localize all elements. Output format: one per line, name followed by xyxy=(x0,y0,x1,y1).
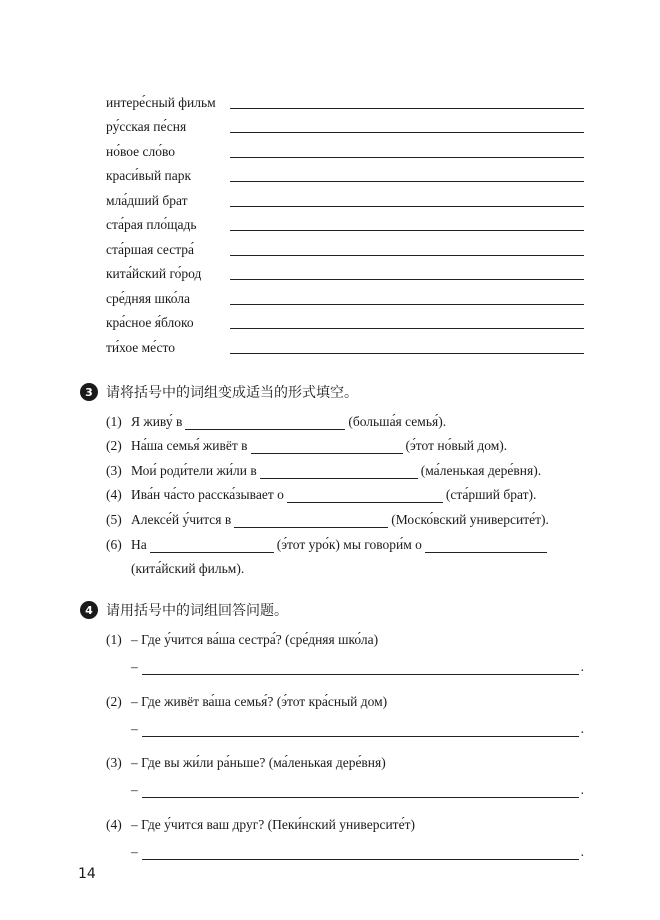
phrase-text: ти́хое ме́сто xyxy=(106,339,175,355)
phrase-text: кита́йский го́род xyxy=(106,266,202,281)
phrase-row xyxy=(106,335,584,360)
section-4-header xyxy=(80,600,288,620)
answer-row xyxy=(131,782,584,798)
question-text: – Где у́чится ваш друг? (Пеки́нский университе́т) xyxy=(131,816,415,832)
item-number: (1) xyxy=(106,413,122,429)
phrase-row xyxy=(106,311,584,336)
answer-line[interactable] xyxy=(142,785,579,798)
item-text-continuation: (кита́йский фильм). xyxy=(131,561,245,577)
item-text-after: (э́тот но́вый дом). xyxy=(405,438,508,454)
answer-line[interactable] xyxy=(230,181,584,182)
question-line xyxy=(106,817,415,833)
item-number: (3) xyxy=(106,755,122,770)
section-title: 请将括号中的词组变成适当的形式填空。 xyxy=(106,385,358,401)
exercise-item xyxy=(106,479,586,504)
question-line xyxy=(106,755,386,771)
item-number: (2) xyxy=(106,693,122,709)
fill-blank[interactable] xyxy=(260,466,418,479)
answer-line[interactable] xyxy=(230,255,584,256)
answer-dash: – xyxy=(131,843,138,859)
answer-line[interactable] xyxy=(230,230,584,231)
fill-blank[interactable] xyxy=(150,540,274,553)
item-text-before: На xyxy=(131,536,147,552)
answer-row xyxy=(131,844,584,860)
answer-end: . xyxy=(580,720,584,736)
fill-blank[interactable] xyxy=(425,540,547,553)
item-text-before: Ива́н ча́сто расска́зывает о xyxy=(131,487,284,503)
fill-blank[interactable] xyxy=(234,515,388,528)
phrase-row xyxy=(106,139,584,164)
section-number-badge: 3 xyxy=(80,383,98,401)
answer-end: . xyxy=(580,843,584,859)
phrase-row xyxy=(106,115,584,140)
phrase-text: ру́сская пе́сня xyxy=(106,119,187,134)
exercise-item xyxy=(106,430,586,455)
phrase-list xyxy=(106,90,584,360)
section-3-header xyxy=(80,382,358,402)
exercise-item xyxy=(106,503,586,528)
item-text-middle: (э́тот уро́к) мы говори́м о xyxy=(276,536,422,552)
item-number: (5) xyxy=(106,511,122,527)
phrase-row xyxy=(106,262,584,287)
phrase-text: но́вое сло́во xyxy=(106,143,176,159)
fill-blank[interactable] xyxy=(185,417,345,430)
phrase-row xyxy=(106,286,584,311)
answer-line[interactable] xyxy=(230,328,584,329)
item-text-after: (больша́я семья́). xyxy=(348,413,447,429)
exercise-item xyxy=(106,405,586,430)
item-text-after: (ма́ленькая дере́вня). xyxy=(420,462,542,478)
answer-end: . xyxy=(580,659,584,674)
phrase-text: краси́вый парк xyxy=(106,168,192,183)
phrase-text: ста́ршая сестра́ xyxy=(106,241,195,257)
answer-dash: – xyxy=(131,782,138,797)
answer-line[interactable] xyxy=(230,108,584,109)
question-block xyxy=(106,817,584,879)
phrase-row xyxy=(106,164,584,189)
question-line xyxy=(106,632,378,648)
phrase-text: интере́сный фильм xyxy=(106,94,216,110)
answer-line[interactable] xyxy=(230,132,584,133)
exercise-item xyxy=(106,528,586,553)
question-text: – Где у́чится ва́ша сестра́? (сре́дняя шко́ла) xyxy=(131,632,379,647)
question-line xyxy=(106,694,387,710)
item-text-before: На́ша семья́ живёт в xyxy=(131,438,248,454)
answer-end: . xyxy=(580,782,584,797)
phrase-row xyxy=(106,90,584,115)
item-number: (6) xyxy=(106,536,122,552)
answer-dash: – xyxy=(131,659,138,674)
fill-blank[interactable] xyxy=(287,490,443,503)
answer-row xyxy=(131,721,584,737)
item-text-before: Я живу́ в xyxy=(131,413,183,429)
item-text-before: Алексе́й у́чится в xyxy=(131,511,232,527)
phrase-text: кра́сное я́блоко xyxy=(106,315,194,330)
item-number: (1) xyxy=(106,632,122,647)
phrase-text: сре́дняя шко́ла xyxy=(106,290,191,306)
phrase-row xyxy=(106,188,584,213)
item-text-before: Мои́ роди́тели жи́ли в xyxy=(131,462,257,478)
answer-line[interactable] xyxy=(230,157,584,158)
answer-line[interactable] xyxy=(230,279,584,280)
item-text-after: (Моско́вский университе́т). xyxy=(391,511,549,527)
item-text-after: (ста́рший брат). xyxy=(445,487,537,503)
question-block xyxy=(106,632,584,694)
exercise-item xyxy=(106,454,586,479)
item-number: (3) xyxy=(106,462,122,478)
answer-line[interactable] xyxy=(230,206,584,207)
exercise-item-continuation xyxy=(106,553,586,578)
phrase-row xyxy=(106,213,584,238)
question-text: – Где вы жи́ли ра́ньше? (ма́ленькая дере́вня) xyxy=(131,755,386,770)
question-text: – Где живёт ва́ша семья́? (э́тот кра́сный дом) xyxy=(131,693,388,709)
exercise-4 xyxy=(106,632,584,878)
item-number: (2) xyxy=(106,438,122,454)
answer-dash: – xyxy=(131,720,138,736)
answer-line[interactable] xyxy=(142,847,579,860)
question-block xyxy=(106,694,584,756)
section-number-badge: 4 xyxy=(80,601,98,619)
answer-line[interactable] xyxy=(230,304,584,305)
phrase-text: ста́рая пло́щадь xyxy=(106,217,197,232)
item-number: (4) xyxy=(106,487,122,503)
item-number: (4) xyxy=(106,816,122,832)
answer-line[interactable] xyxy=(230,353,584,354)
answer-row xyxy=(131,659,584,675)
section-title: 请用括号中的词组回答问题。 xyxy=(106,603,288,619)
phrase-text: мла́дший брат xyxy=(106,192,188,208)
phrase-row xyxy=(106,237,584,262)
exercise-3 xyxy=(106,405,586,577)
question-block xyxy=(106,755,584,817)
fill-blank[interactable] xyxy=(251,441,403,454)
answer-line[interactable] xyxy=(142,724,579,737)
page-number: 14 xyxy=(78,866,96,882)
answer-line[interactable] xyxy=(142,662,579,675)
